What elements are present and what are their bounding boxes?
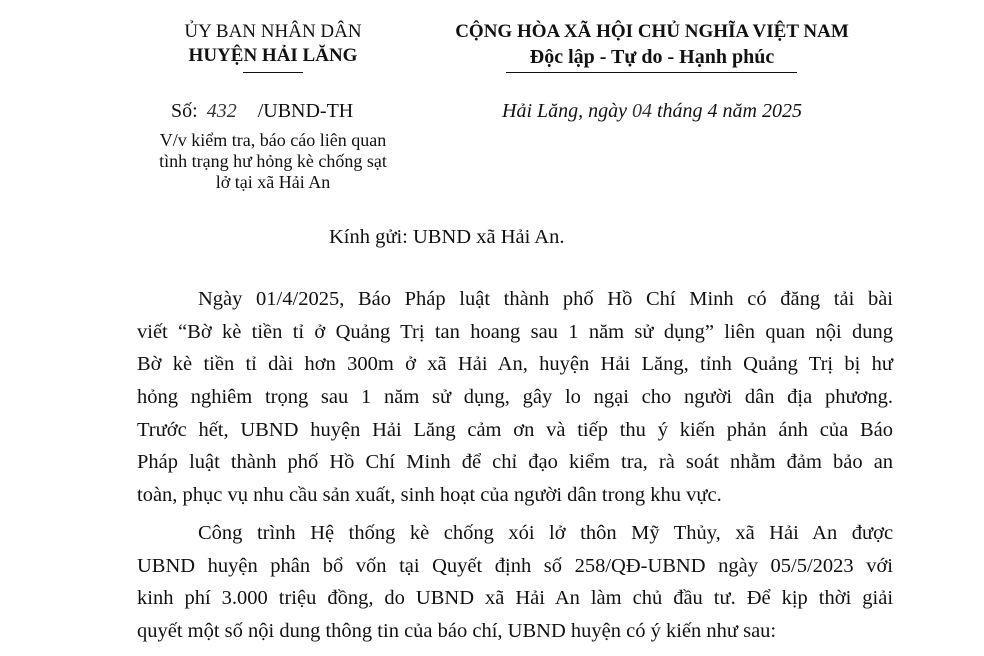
- paragraph-1-line: Pháp luật thành phố Hồ Chí Minh để chỉ đạo kiểm tra, rà soát nhằm đảm bảo an: [137, 451, 894, 474]
- paragraph-1-line: Ngày 01/4/2025, Báo Pháp luật thành phố Hồ Chí Minh có đăng tải bài: [198, 288, 893, 310]
- paragraph-1: [137, 283, 893, 512]
- date-place: Hải Lăng, ngày: [502, 100, 627, 122]
- national-title: [400, 21, 904, 43]
- issuer-district: [150, 45, 396, 67]
- paragraph-1-line: toàn, phục vụ nhu cầu sản xuất, sinh hoạt của người dân trong khu vực.: [137, 484, 722, 507]
- doc-number-suffix: /UBND-TH: [257, 100, 354, 122]
- paragraph-2-line: kinh phí 3.000 triệu đồng, do UBND xã Hải An làm chủ đầu tư. Để kịp thời giải: [137, 587, 894, 610]
- document-number: [171, 99, 353, 123]
- paragraph-2-line: UBND huyện phân bổ vốn tại Quyết định số 258/QĐ-UBND ngày 05/5/2023 với: [137, 554, 893, 577]
- paragraph-2: [137, 517, 893, 648]
- date-day: 04: [632, 100, 652, 122]
- paragraph-1-line: hỏng nghiêm trọng sau 1 năm sử dụng, gây lo ngại cho người dân địa phương.: [137, 386, 894, 409]
- issuer-line2: HUYỆN HẢI LĂNG: [188, 45, 358, 66]
- issuer-name: [150, 21, 396, 43]
- doc-number-value: 432: [206, 100, 237, 122]
- paragraph-1-line: Trước hết, UBND huyện Hải Lăng cảm ơn và tiếp thu ý kiến phản ánh của Báo: [137, 418, 893, 441]
- national-title-line1: CỘNG HÒA XÃ HỘI CHỦ NGHĨA VIỆT NAM: [455, 21, 849, 42]
- national-motto: [400, 45, 904, 69]
- paragraph-2-line: quyết một số nội dung thông tin của báo chí, UBND huyện có ý kiến như sau:: [137, 620, 777, 643]
- national-motto-line2: Độc lập - Tự do - Hạnh phúc: [529, 46, 775, 68]
- paragraph-1-line: viết “Bờ kè tiền tỉ ở Quảng Trị tan hoang sau 1 năm sử dụng” liên quan nội dung: [137, 320, 893, 343]
- subject-block: [150, 130, 396, 193]
- subject-line3: lở tại xã Hải An: [215, 172, 331, 192]
- motto-underline: [506, 72, 797, 73]
- date-rest: tháng 4 năm 2025: [657, 100, 802, 122]
- subject-line2: tình trạng hư hỏng kè chống sạt: [159, 151, 387, 171]
- doc-number-prefix: Số:: [171, 100, 198, 122]
- paragraph-2-line: Công trình Hệ thống kè chống xói lở thôn Mỹ Thủy, xã Hải An được: [198, 522, 894, 544]
- recipient: Kính gửi: UBND xã Hải An.: [329, 226, 565, 248]
- subject-line1: V/v kiểm tra, báo cáo liên quan: [159, 130, 387, 150]
- issuer-underline: [243, 72, 303, 73]
- issuer-line1: ỦY BAN NHÂN DÂN: [184, 21, 362, 42]
- date-line: [400, 99, 904, 123]
- paragraph-1-line: Bờ kè tiền tỉ dài hơn 300m ở xã Hải An, huyện Hải Lăng, tỉnh Quảng Trị bị hư: [137, 353, 893, 376]
